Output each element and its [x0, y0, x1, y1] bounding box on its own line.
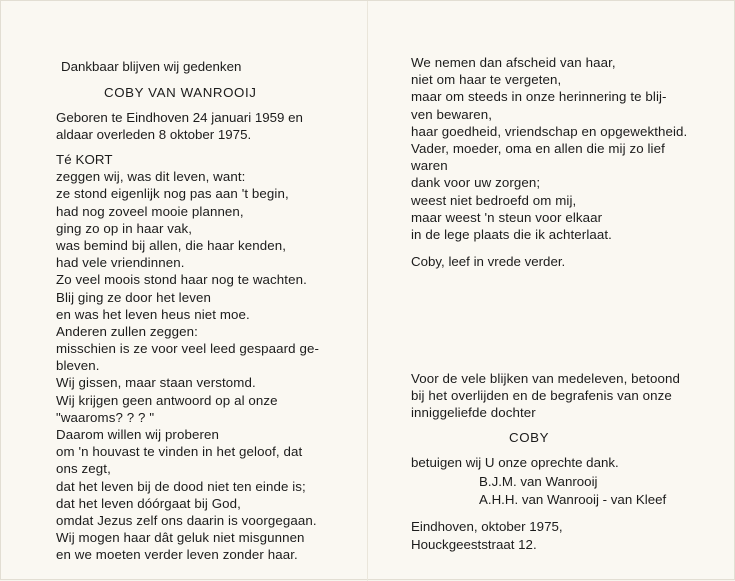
poem-line: Té KORT [56, 152, 113, 167]
memorial-heading: Dankbaar blijven wij gedenken [61, 59, 242, 74]
farewell-line: We nemen dan afscheid van haar, [411, 55, 616, 70]
poem-line: Wij gissen, maar staan verstomd. [56, 375, 256, 391]
farewell-line: Vader, moeder, oma en allen die mij zo lief [411, 140, 665, 156]
thanks-name: COBY [509, 430, 550, 445]
poem-line: Anderen zullen zeggen: [56, 323, 198, 339]
poem-line: was bemind bij allen, die haar kenden, [56, 237, 286, 253]
poem-line: ze stond eigenlijk nog pas aan 't begin, [56, 186, 289, 202]
thanks-line: inniggeliefde dochter [411, 405, 536, 421]
thanks-line: bij het overlijden en de begrafenis van onze [411, 388, 672, 404]
poem-line: had nog zoveel mooie plannen, [56, 203, 244, 219]
poem-line: dat het leven dóórgaat bij God, [56, 495, 241, 511]
poem-line: omdat Jezus zelf ons daarin is voorgegaan. [56, 512, 317, 528]
poem-line: zeggen wij, was dit leven, want: [56, 169, 246, 185]
closing-line: Coby, leef in vrede verder. [411, 254, 566, 269]
address: Houckgeeststraat 12. [411, 537, 537, 552]
farewell-line: weest niet bedroefd om mij, [411, 192, 577, 208]
deceased-name: COBY VAN WANROOIJ [104, 85, 257, 100]
farewell-line: haar goedheid, vriendschap en opgewektheid. [411, 123, 688, 139]
thanks-line: Voor de vele blijken van medeleven, betoond [411, 371, 680, 386]
farewell-line: maar weest 'n steun voor elkaar [411, 209, 603, 225]
poem-line: ging zo op in haar vak, [56, 220, 193, 236]
poem-line: Blij ging ze door het leven [56, 289, 211, 305]
signatory-1: B.J.M. van Wanrooij [479, 474, 598, 489]
farewell-line: niet om haar te vergeten, [411, 72, 562, 88]
poem-line: Daarom willen wij proberen [56, 427, 219, 442]
poem-line: Wij krijgen geen antwoord op al onze [56, 392, 278, 408]
card-fold-line [367, 1, 368, 581]
birth-line-2: aldaar overleden 8 oktober 1975. [56, 127, 252, 142]
thanks-text [411, 370, 680, 422]
farewell-line: in de lege plaats die ik achterlaat. [411, 226, 612, 242]
poem-line: ons zegt, [56, 461, 111, 477]
place-date: Eindhoven, oktober 1975, [411, 519, 563, 534]
birth-line-1: Geboren te Eindhoven 24 januari 1959 en [56, 110, 303, 125]
poem-line: Wij mogen haar dât geluk niet misgunnen [56, 530, 305, 546]
poem-line: Zo veel moois stond haar nog te wachten. [56, 272, 307, 288]
poem-line: misschien is ze voor veel leed gespaard ge- [56, 341, 319, 357]
poem-line: en we moeten verder leven zonder haar. [56, 547, 298, 563]
poem-line: dat het leven bij de dood niet ten einde is; [56, 478, 306, 494]
farewell-line: dank voor uw zorgen; [411, 175, 541, 191]
farewell-text [411, 54, 687, 243]
poem-line: en was het leven heus niet moe. [56, 306, 250, 322]
signatory-2: A.H.H. van Wanrooij - van Kleef [479, 492, 667, 507]
farewell-line: waren [411, 158, 448, 174]
poem-line: om 'n houvast te vinden in het geloof, dat [56, 444, 303, 460]
farewell-line: maar om steeds in onze herinnering te blij- [411, 89, 667, 105]
poem [56, 151, 319, 564]
farewell-line: ven bewaren, [411, 106, 493, 122]
poem-line: had vele vriendinnen. [56, 255, 185, 271]
poem-line: "waaroms? ? ? " [56, 409, 155, 425]
thanks-sentence: betuigen wij U onze oprechte dank. [411, 455, 619, 470]
poem-line: bleven. [56, 358, 100, 374]
